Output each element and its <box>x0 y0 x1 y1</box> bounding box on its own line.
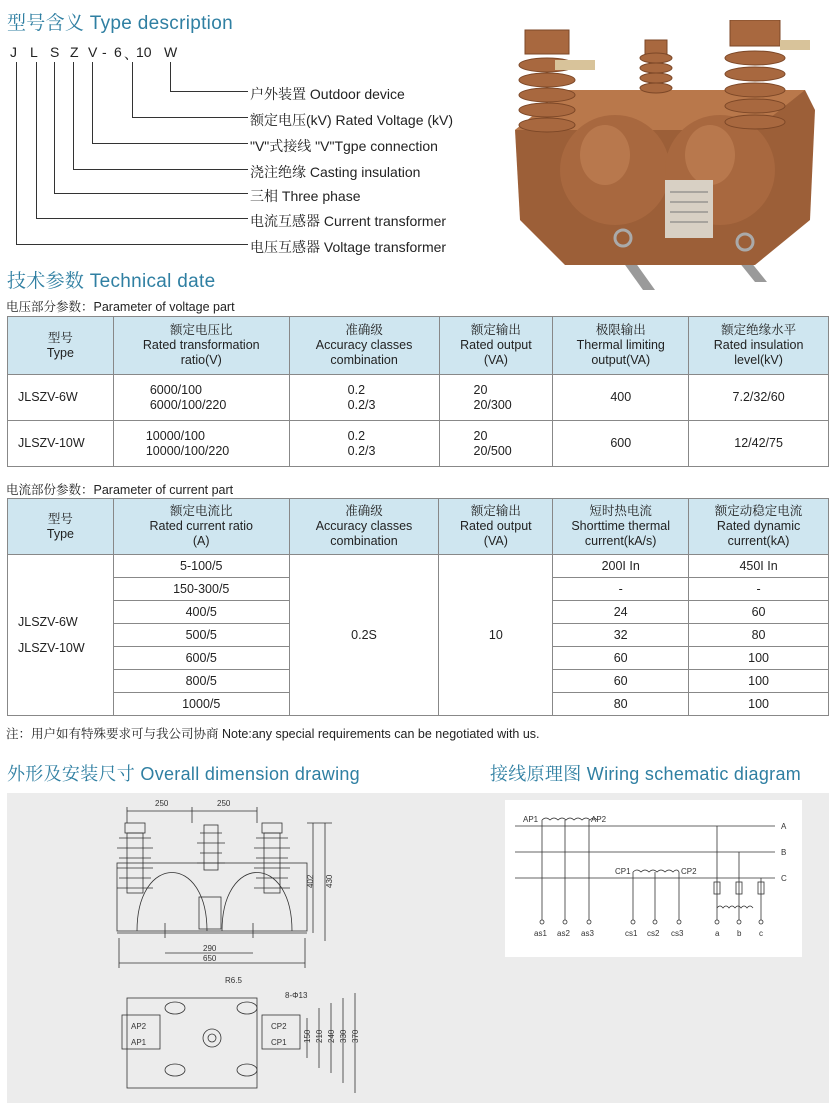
dim-402: 402 <box>306 874 315 888</box>
terminal-ap1: AP1 <box>131 1038 147 1047</box>
wiring-label: as3 <box>581 929 594 938</box>
wiring-diagram <box>505 800 802 957</box>
wiring-label: cs2 <box>647 929 660 938</box>
wiring-label: AP1 <box>523 815 539 824</box>
dim-650: 650 <box>203 954 217 963</box>
voltage-part-label: 电压部分参数：Parameter of voltage part <box>6 300 235 314</box>
col-type: 型号 Type <box>8 499 114 555</box>
dimension-drawing-title: 外形及安装尺寸 Overall dimension drawing <box>7 764 360 784</box>
col-ratio: 额定电压比 Rated transformation ratio(V) <box>113 317 289 375</box>
terminal-cp1: CP1 <box>271 1038 287 1047</box>
wiring-label: CP1 <box>615 867 631 876</box>
dim-290: 290 <box>203 944 217 953</box>
wiring-label: C <box>781 874 787 883</box>
transformer-photo <box>505 20 825 295</box>
dim-430: 430 <box>325 874 334 888</box>
note-text: 注：用户如有特殊要求可与我公司协商 Note:any special requirements can be negotiated with us. <box>6 727 540 741</box>
code-letter: 6 <box>114 44 122 60</box>
code-letter: W <box>164 44 178 60</box>
dim-210: 210 <box>315 1029 324 1043</box>
code-letter: - <box>102 44 107 60</box>
col-type: 型号 Type <box>8 317 114 375</box>
wiring-label: as1 <box>534 929 547 938</box>
voltage-parameter-table <box>7 316 829 467</box>
col-limit: 极限输出 Thermal limiting output(VA) <box>553 317 689 375</box>
table-row: 600/5 60 100 <box>8 647 829 670</box>
table-row: JLSZV-6W JLSZV-10W 5-100/5 0.2S 10 200I In 450I In <box>8 555 829 578</box>
dim-370: 370 <box>351 1029 360 1043</box>
dimension-drawing <box>7 793 487 1103</box>
wiring-label: B <box>781 848 787 857</box>
table-row: 1000/5 80 100 <box>8 693 829 716</box>
code-letter: 10 <box>136 44 152 60</box>
col-output: 额定输出 Rated output (VA) <box>439 499 553 555</box>
dim-8-holes: 8-Φ13 <box>285 991 308 1000</box>
col-dynamic: 额定动稳定电流 Rated dynamic current(kA) <box>689 499 829 555</box>
wiring-label: CP2 <box>681 867 697 876</box>
dim-150: 150 <box>303 1029 312 1043</box>
table-row: 500/5 32 80 <box>8 624 829 647</box>
wiring-label: cs1 <box>625 929 638 938</box>
table-row: JLSZV-6W 6000/100 6000/100/220 0.2 0.2/3 20 20/300 400 7.2/32/60 <box>8 375 829 421</box>
type-description-title: 型号含义 Type description <box>7 13 233 34</box>
col-output: 额定输出 Rated output (VA) <box>439 317 553 375</box>
code-letter: L <box>30 44 38 60</box>
desc-rated-voltage: 额定电压(kV) Rated Voltage (kV) <box>250 112 454 128</box>
dim-240: 240 <box>327 1029 336 1043</box>
table-row: 800/5 60 100 <box>8 670 829 693</box>
col-accuracy: 准确级 Accuracy classes combination <box>289 317 439 375</box>
current-part-label: 电流部份参数：Parameter of current part <box>6 483 234 497</box>
wiring-label: c <box>759 929 763 938</box>
col-current-ratio: 额定电流比 Rated current ratio (A) <box>113 499 289 555</box>
desc-three-phase: 三相 Three phase <box>250 188 361 204</box>
col-accuracy: 准确级 Accuracy classes combination <box>289 499 439 555</box>
table-row: 400/5 24 60 <box>8 601 829 624</box>
wiring-label: as2 <box>557 929 570 938</box>
code-letter: J <box>10 44 17 60</box>
technical-date-title: 技术参数 Technical date <box>7 271 216 292</box>
desc-casting-insulation: 浇注绝缘 Casting insulation <box>250 164 421 180</box>
wiring-label: a <box>715 929 720 938</box>
wiring-diagram-title: 接线原理图 Wiring schematic diagram <box>490 764 802 784</box>
desc-voltage-transformer: 电压互感器 Voltage transformer <box>250 239 447 255</box>
col-thermal: 短时热电流 Shorttime thermal current(kA/s) <box>553 499 689 555</box>
code-letter: 、 <box>124 46 138 62</box>
code-letter: Z <box>70 44 79 60</box>
leader-line <box>16 62 248 245</box>
col-insulation: 额定绝缘水平 Rated insulation level(kV) <box>689 317 829 375</box>
wiring-label: A <box>781 822 787 831</box>
dim-250-right: 250 <box>217 799 231 808</box>
wiring-label: b <box>737 929 742 938</box>
current-parameter-table <box>7 498 829 716</box>
desc-v-connection: "V"式接线 "V"Tgpe connection <box>250 138 438 154</box>
code-letter: V <box>88 44 98 60</box>
table-row: 150-300/5 - - <box>8 578 829 601</box>
terminal-cp2: CP2 <box>271 1022 287 1031</box>
terminal-ap2: AP2 <box>131 1022 147 1031</box>
dim-r65: R6.5 <box>225 976 242 985</box>
desc-current-transformer: 电流互感器 Current transformer <box>250 213 447 229</box>
desc-outdoor: 户外装置 Outdoor device <box>250 86 405 102</box>
table-row: JLSZV-10W 10000/100 10000/100/220 0.2 0.2/3 20 20/500 600 12/42/75 <box>8 421 829 467</box>
wiring-label: cs3 <box>671 929 684 938</box>
wiring-label: AP2 <box>591 815 607 824</box>
dim-330: 330 <box>339 1029 348 1043</box>
dim-250-left: 250 <box>155 799 169 808</box>
code-letter: S <box>50 44 60 60</box>
